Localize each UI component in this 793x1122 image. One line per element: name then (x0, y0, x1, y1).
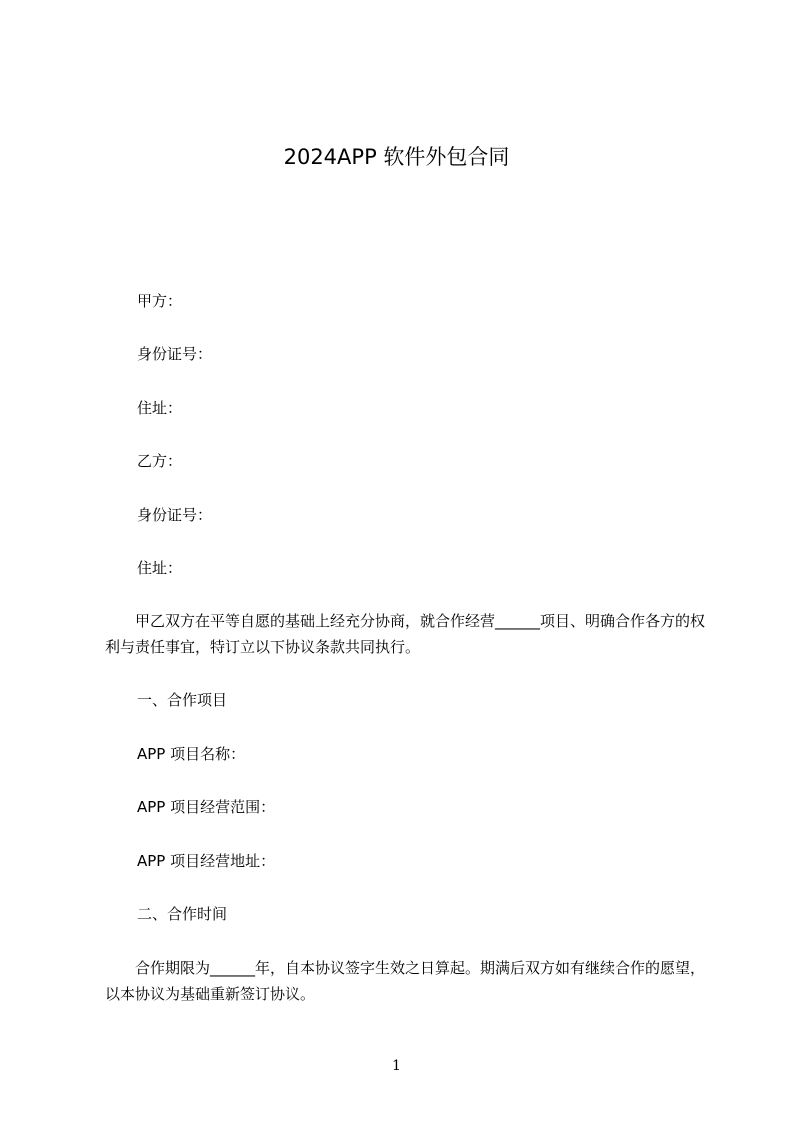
party-a-label: 甲方： (137, 292, 183, 310)
party-a-address-label: 住址： (137, 399, 183, 417)
section-1-heading: 一、合作项目 (137, 691, 228, 709)
project-name-label: APP 项目名称： (137, 745, 246, 763)
party-a-id-label: 身份证号： (137, 345, 213, 363)
party-b-label: 乙方： (137, 452, 183, 470)
project-scope-label: APP 项目经营范围： (137, 798, 276, 816)
party-b-address-label: 住址： (137, 559, 183, 577)
page-number: 1 (392, 1058, 401, 1074)
project-address-label: APP 项目经营地址： (137, 852, 276, 870)
document-title: 2024APP 软件外包合同 (283, 145, 510, 169)
party-b-id-label: 身份证号： (137, 506, 213, 524)
section-2-heading: 二、合作时间 (137, 905, 228, 923)
intro-paragraph: 甲乙双方在平等自愿的基础上经充分协商，就合作经营______项目、明确合作各方的权利与责任事宜，特订立以下协议条款共同执行。 (105, 612, 706, 656)
term-paragraph: 合作期限为______年，自本协议签字生效之日算起。期满后双方如有继续合作的愿望，以本协议为基础重新签订协议。 (105, 959, 706, 1003)
